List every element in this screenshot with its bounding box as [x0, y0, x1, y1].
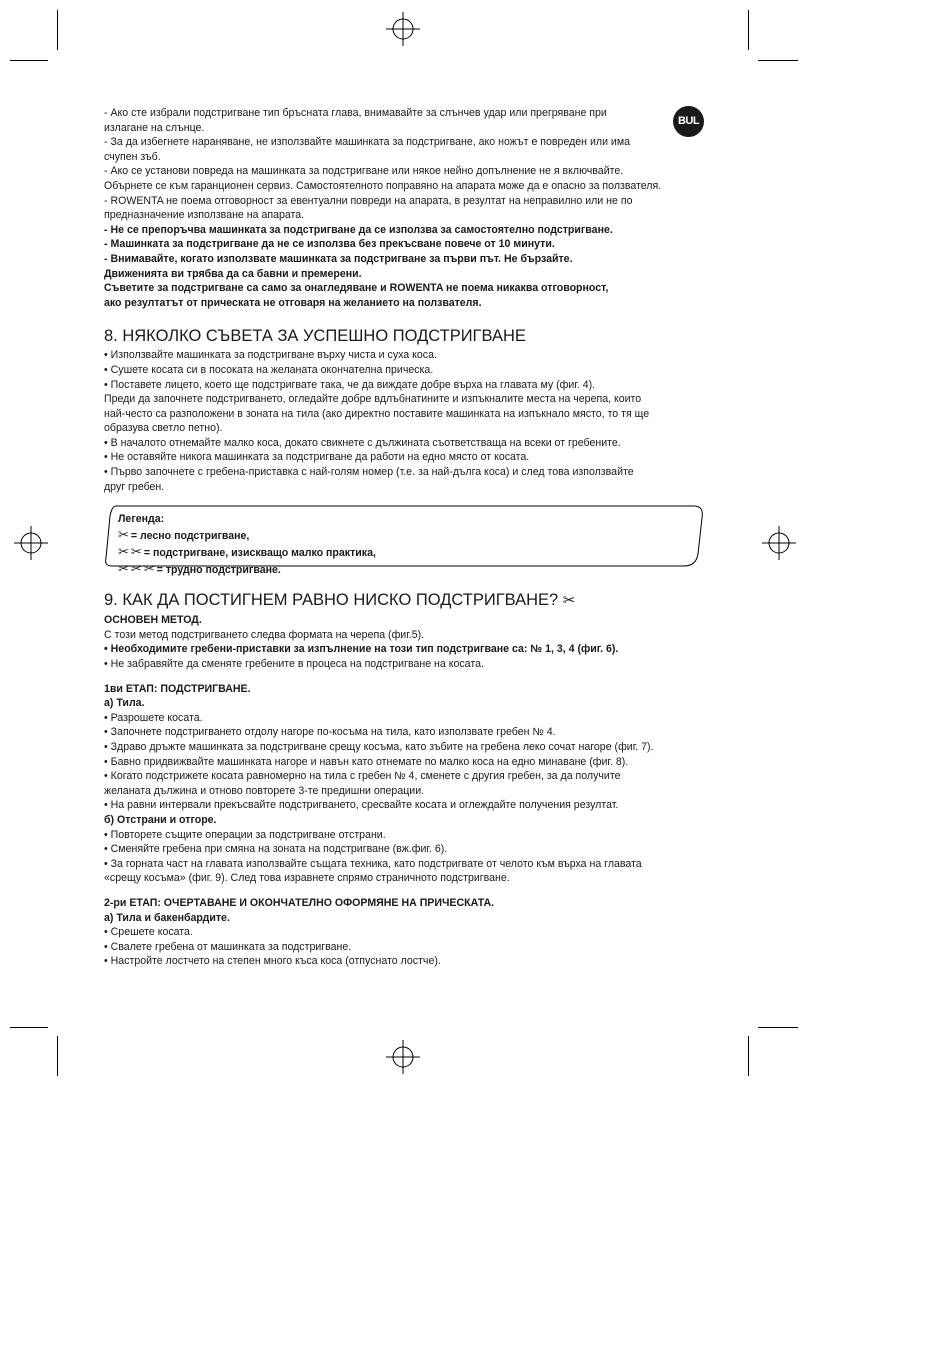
text-line: • Използвайте машинката за подстригване върху чиста и суха коса. [104, 349, 437, 362]
text-line: Преди да започнете подстригването, огледайте добре вдлъбнатините и изпъкналите места на черепа, които [104, 393, 642, 406]
crop-mark [758, 60, 798, 61]
text-line: • Срешете косата. [104, 926, 193, 939]
section-9-title-text: 9. КАК ДА ПОСТИГНЕМ РАВНО НИСКО ПОДСТРИГВАНЕ? [104, 591, 559, 610]
text-line: - Машинката за подстригване да не се използва без прекъсване повече от 10 минути. [104, 238, 555, 251]
text-line: най-често са разположени в зоната на тила (ако директно поставите машинката на изпъкнало място, то тя ще [104, 407, 650, 420]
scissors-icon: ✂ [130, 544, 142, 560]
crop-mark [10, 60, 48, 61]
text-line: • На равни интервали прекъсвайте подстригването, сресвайте косата и оглеждайте получения резултат. [104, 799, 619, 812]
text-line: • Настройте лостчето на степен много къса коса (отпуснато лостче). [104, 955, 441, 968]
text-line: • Повторете същите операции за подстригване отстрани. [104, 828, 386, 841]
text-line: счупен зъб. [104, 150, 161, 163]
registration-mark-icon [762, 526, 796, 560]
stage-2-title: 2-ри ЕТАП: ОЧЕРТАВАНЕ И ОКОНЧАТЕЛНО ОФОРМЯНЕ НА ПРИЧЕСКАТА. [104, 896, 495, 909]
text-line: • Сменяйте гребена при смяна на зоната на подстригване (вж.фиг. 6). [104, 843, 448, 856]
scissors-icon: ✂ [130, 561, 142, 577]
text-line: ако резултатът от прическата не отговаря на желанието на ползвателя. [104, 296, 482, 309]
text-line: - ROWENTA не поема отговорност за евентуални повреди на апарата, в резултат на неправилно или не по [104, 194, 633, 207]
text-line: - Ако сте избрали подстригване тип бръсната глава, внимавайте за слънчев удар или прегряване при [104, 107, 607, 119]
crop-mark [57, 1036, 58, 1076]
stage-2-a-title: а) Тила и бакенбардите. [104, 911, 230, 924]
text-line: излагане на слънце. [104, 121, 205, 134]
registration-mark-icon [386, 12, 420, 46]
stage-1-title: 1ви ЕТАП: ПОДСТРИГВАНЕ. [104, 682, 251, 695]
crop-mark [748, 10, 749, 50]
text-line: Съветите за подстригване са само за онагледяване и ROWENTA не поема никаква отговорност, [104, 282, 609, 295]
text-line: предназначение използване на апарата. [104, 209, 305, 222]
text-line: - Внимавайте, когато използвате машинката за подстригване за първи път. Не бързайте. [104, 252, 573, 265]
text-line: • Първо започнете с гребена-приставка с най-голям номер (т.е. за най-дълга коса) и след това използвайте [104, 466, 634, 479]
text-line: • Не оставяйте никога машинката за подстригване да работи на едно място от косата. [104, 451, 530, 464]
text-line: • Сушете косата си в посоката на желаната окончателна прическа. [104, 363, 434, 376]
registration-mark-icon [386, 1040, 420, 1074]
text-line: • Разрошете косата. [104, 711, 203, 724]
text-line: • Здраво дръжте машинката за подстригване срещу косъма, като зъбите на гребена леко сочат нагоре (фиг. 7). [104, 741, 654, 753]
text-line: • В началото отнемайте малко коса, докато свикнете с дължината съответстваща на всеки от гребените. [104, 436, 621, 449]
safety-notes [104, 106, 704, 310]
legend-row-text: = подстригване, изискващо малко практика, [143, 547, 376, 560]
scissors-icon: ✂ [118, 544, 129, 560]
language-badge: BUL [673, 106, 704, 137]
scissors-icon: ✂ [118, 561, 129, 577]
text-line: С този метод подстригването следва формата на черепа (фиг.5). [104, 628, 425, 641]
text-line: • За горната част на главата използвайте същата техника, като подстригвате от челото към върха на главата [104, 857, 642, 870]
text-line: желаната дължина и отново повторете 3-те предишни операции. [104, 784, 425, 797]
legend-row-text: = трудно подстригване. [156, 564, 281, 577]
text-line: • Започнете подстригването отдолу нагоре по-косъма на тила, като използвате гребен № 4. [104, 726, 556, 739]
text-line: Движенията ви трябва да са бавни и премерени. [104, 267, 362, 280]
text-line: • Свалете гребена от машинката за подстригване. [104, 940, 352, 953]
crop-mark [748, 1036, 749, 1076]
legend-title: Легенда: [118, 513, 165, 526]
text-line: Обърнете се към гаранционен сервиз. Самостоятелното поправяно на апарата може да е опасно за ползвателя. [104, 179, 662, 192]
text-line: друг гребен. [104, 480, 165, 493]
registration-mark-icon [14, 526, 48, 560]
stage-1-b-title: б) Отстрани и отгоре. [104, 813, 217, 826]
legend-row [118, 527, 376, 544]
text-line: • Не забравяйте да сменяте гребените в процеса на подстригване на косата. [104, 658, 484, 671]
text-line: • Поставете лицето, което ще подстригвате така, че да виждате добре върха на главата му (фиг. 4). [104, 378, 596, 391]
text-line: - Не се препоръчва машинката за подстригване да се използва за самостоятелно подстригване. [104, 223, 613, 236]
legend-row-text: = лесно подстригване, [130, 530, 250, 543]
legend-row [118, 544, 376, 561]
section-8-title: 8. НЯКОЛКО СЪВЕТА ЗА УСПЕШНО ПОДСТРИГВАНЕ [104, 327, 526, 346]
text-line: образува светло петно). [104, 422, 223, 435]
text-line: • Бавно придвижвайте машинката нагоре и навън като отнемате по малко коса на едно минаване (фиг. 8). [104, 755, 629, 768]
text-line: - Ако се установи повреда на машинката за подстригване или някое нейно допълнение не я включвайте. [104, 165, 624, 178]
scissors-icon: ✂ [562, 592, 576, 610]
text-line: - За да избегнете нараняване, не използвайте машинката за подстригване, ако ножът е повреден или има [104, 136, 631, 149]
legend-box [102, 504, 706, 577]
text-line: • Когато подстрижете косата равномерно на тила с гребен № 4, сменете с другия гребен, за да получите [104, 770, 621, 783]
page-content [104, 106, 704, 969]
scissors-icon: ✂ [118, 527, 129, 543]
text-line: • Необходимите гребени-приставки за изпълнение на този тип подстригване са: № 1, 3, 4 (фиг. 6). [104, 643, 619, 656]
legend-row [118, 561, 376, 578]
crop-mark [758, 1027, 798, 1028]
method-title: ОСНОВЕН МЕТОД. [104, 614, 202, 627]
section-9-title [104, 590, 704, 611]
section-8-body [104, 348, 704, 494]
crop-mark [10, 1027, 48, 1028]
crop-mark [57, 10, 58, 50]
scissors-icon: ✂ [143, 561, 155, 577]
stage-1-a-title: а) Тила. [104, 697, 145, 710]
text-line: «срещу косъма» (фиг. 9). След това изравнете спрямо страничното подстригване. [104, 872, 510, 885]
